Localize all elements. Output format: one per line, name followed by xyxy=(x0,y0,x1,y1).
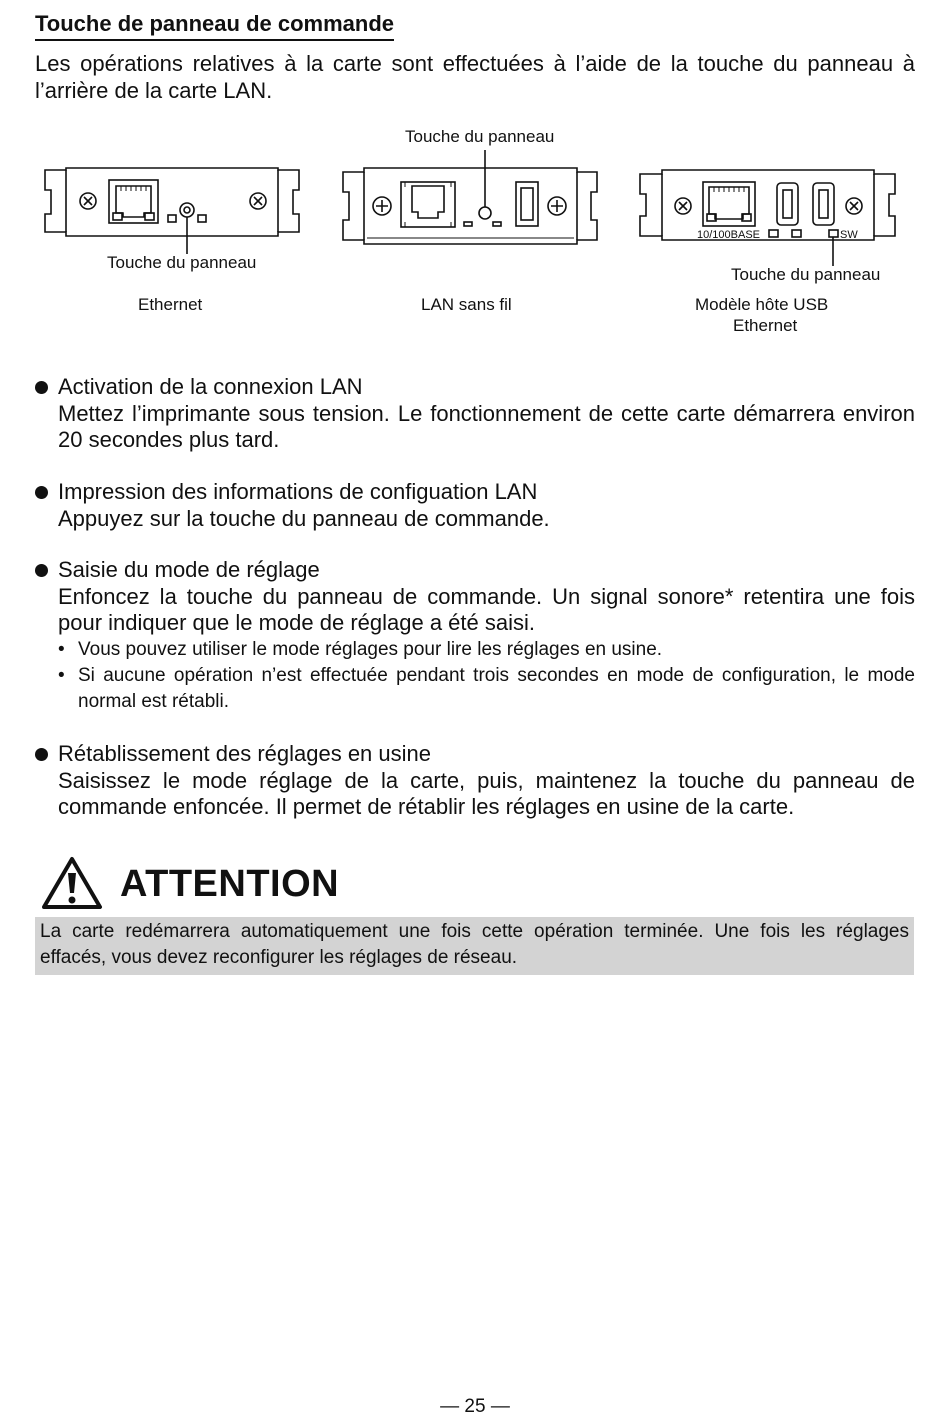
port-label-sw: SW xyxy=(840,229,858,241)
caption-usb-ethernet: Ethernet xyxy=(733,316,798,335)
caption-ethernet: Ethernet xyxy=(138,295,203,314)
small-bullet-icon: • xyxy=(58,638,65,660)
section-body: Appuyez sur la touche du panneau de commande. xyxy=(58,505,550,531)
section-print-info xyxy=(35,479,915,532)
caption-wireless-lan: LAN sans fil xyxy=(421,295,512,314)
port-label-base: 10/100BASE xyxy=(697,229,760,241)
warning-triangle-icon xyxy=(40,855,104,911)
wireless-card-illustration xyxy=(343,150,597,244)
list-item: • Si aucune opération n’est effectuée pendant trois secondes en mode de configuration, le mode normal est rétabli. xyxy=(58,664,915,712)
ethernet-card-illustration xyxy=(45,168,299,254)
attention-title: ATTENTION xyxy=(120,863,340,905)
section-title: Saisie du mode de réglage xyxy=(58,557,320,582)
caption-usb-host-model: Modèle hôte USB xyxy=(695,295,829,314)
list-item: • Vous pouvez utiliser le mode réglages pour lire les réglages en usine. xyxy=(58,637,915,663)
callout-wireless-panel-key: Touche du panneau xyxy=(405,127,555,146)
usb-host-card-illustration xyxy=(640,170,895,266)
attention-note: La carte redémarrera automatiquement une fois cette opération terminée. Une fois les réglages effacés, vous devez reconfigurer les réglages de réseau. xyxy=(35,917,914,975)
bullet-icon xyxy=(35,381,48,394)
bullet-icon xyxy=(35,748,48,761)
small-bullet-icon: • xyxy=(58,664,65,686)
section-notes xyxy=(58,637,915,715)
section-body: Saisissez le mode réglage de la carte, puis, maintenez la touche du panneau de commande enfoncée. Il permet de rétablir les réglages en usine de la carte. xyxy=(58,767,915,819)
section-heading: Touche de panneau de commande xyxy=(35,10,394,41)
callout-usb-panel-key: Touche du panneau xyxy=(731,265,881,284)
page-number: — 25 — xyxy=(440,1396,510,1417)
section-activation xyxy=(35,374,915,454)
section-title: Rétablissement des réglages en usine xyxy=(58,741,432,766)
section-title: Impression des informations de configuation LAN xyxy=(58,479,538,504)
section-setting-mode xyxy=(35,557,915,715)
section-body: Enfoncez la touche du panneau de commande. Un signal sonore* retentira une fois pour indiquer que le mode de réglage a été saisi. xyxy=(58,583,915,635)
intro-paragraph: Les opérations relatives à la carte sont effectuées à l’aide de la touche du panneau à l’arrière de la carte LAN. xyxy=(35,51,915,103)
bullet-icon xyxy=(35,486,48,499)
bullet-icon xyxy=(35,564,48,577)
section-body: Mettez l’imprimante sous tension. Le fonctionnement de cette carte démarrera environ 20 secondes plus tard. xyxy=(58,400,915,452)
section-factory-reset xyxy=(35,741,915,821)
section-title: Activation de la connexion LAN xyxy=(58,374,363,399)
callout-ethernet-panel-key: Touche du panneau xyxy=(107,253,257,272)
